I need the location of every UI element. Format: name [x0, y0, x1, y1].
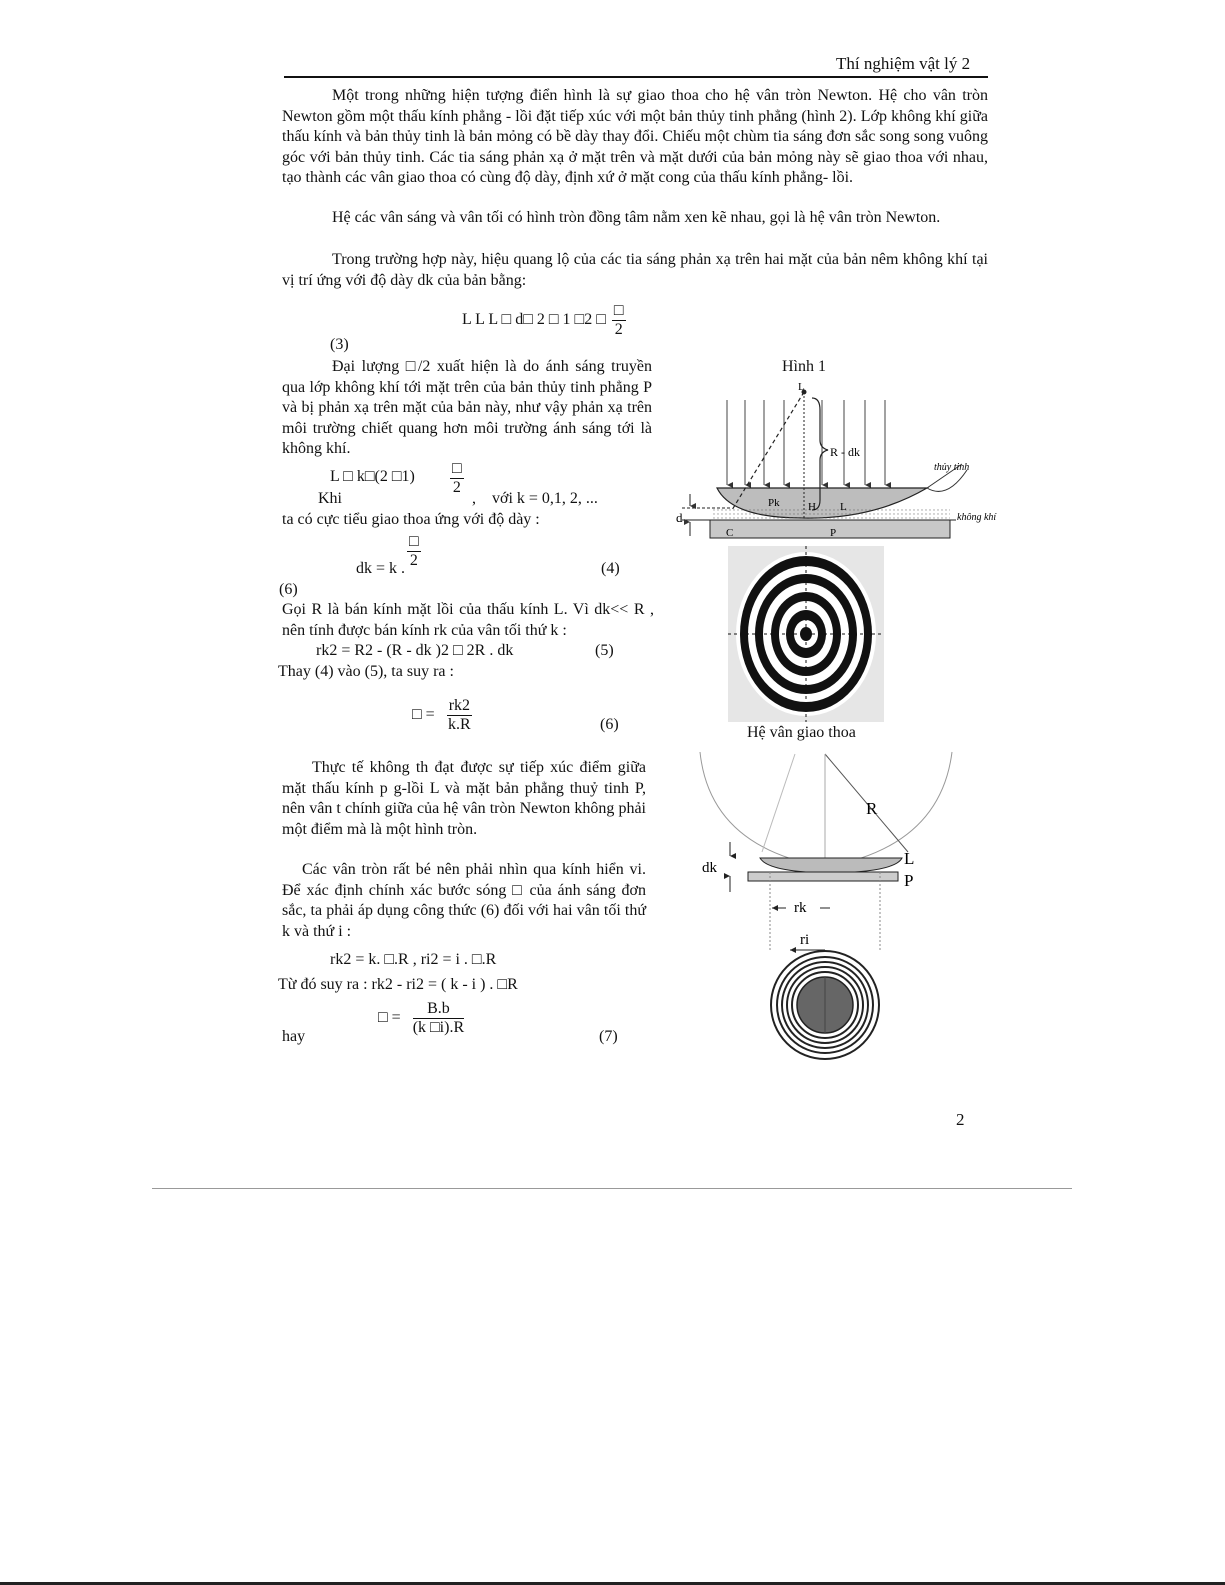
label-l-top: L [798, 381, 805, 393]
label-p-plate: P [830, 527, 837, 539]
paragraph-radius: Gọi R là bán kính mặt lồi của thấu kính L. Vì dk<< R , nên tính được bán kính rk của vân tối thứ k : [282, 601, 654, 639]
text-condition-k: , với k = 0,1, 2, ... [472, 490, 598, 507]
stray-number-6: (6) [279, 581, 298, 598]
text-hay: hay [282, 1028, 306, 1045]
page-header-title: Thí nghiệm vật lý 2 [836, 54, 971, 73]
equation-rk-ri: rk2 = k. □.R , ri2 = i . □.R [330, 951, 497, 968]
label-l-lens: L [840, 501, 847, 513]
equation-path-difference: L L L □ d□ 2 □ 1 □2 □ $\frac{□}{2}$ [462, 302, 624, 338]
label-c: C [726, 527, 734, 539]
label-plate-p: P [904, 871, 914, 890]
label-pk: Pk [768, 497, 780, 509]
text-khi: Khi [318, 490, 342, 507]
label-rk: rk [794, 900, 807, 916]
interference-caption: Hệ vân giao thoa [747, 724, 856, 741]
label-dk: dk [702, 860, 717, 876]
equation-number-4: (4) [601, 560, 620, 577]
fraction-eq4: $\frac{□}{2}$ [409, 533, 419, 569]
text-minimum-condition: ta có cực tiểu giao thoa ứng với độ dày : [282, 511, 540, 528]
lens-setup-diagram [672, 380, 997, 545]
label-air: không khí [957, 512, 997, 523]
fraction-lambda-half: $\frac{□}{2}$ [613, 302, 624, 338]
equation-dk: dk = k . [356, 560, 406, 577]
figure-1-caption: Hình 1 [782, 358, 826, 375]
paragraph-half-lambda: Đại lượng □/2 xuất hiện là do ánh sáng truyền qua lớp không khí tới mặt trên của bản thủy tinh phẳng P và bị phản xạ trên mặt của bản này, như vậy phản xạ trên môi trường chiết quang hơn môi trường ánh sáng tới là không khí. [282, 358, 652, 457]
label-r-minus-dk: R - dk [830, 445, 860, 459]
label-glass: thủy tinh [934, 462, 970, 473]
text-substitute: Thay (4) vào (5), ta suy ra : [278, 663, 454, 680]
label-d: d [676, 510, 683, 525]
label-big-r: R [866, 799, 878, 818]
label-ri: ri [800, 932, 810, 948]
newton-ring-geometry-diagram [690, 752, 970, 1062]
fraction-khi: $\frac{□}{2}$ [452, 460, 462, 496]
equation-final: □ = $\frac{B.b}{(k □i).R}$ [378, 1000, 465, 1036]
page-number: 2 [956, 1110, 965, 1129]
equation-number-3: (3) [330, 336, 349, 353]
paragraph-contact: Thực tế không th đạt được sự tiếp xúc điểm giữa mặt thấu kính p g-lồi L và mặt bản phẳng thuỷ tinh P, nên vân t chính giữa của hệ vân tròn Newton không phải một điểm mà là một hình tròn. [282, 759, 646, 838]
equation-number-7: (7) [599, 1028, 618, 1045]
equation-wavelength: □ = $\frac{rk2}{k.R}$ [412, 697, 471, 733]
equation-rk-squared: rk2 = R2 - (R - dk )2 □ 2R . dk [316, 642, 514, 659]
paragraph-intro: Một trong những hiện tượng điển hình là sự giao thoa cho hệ vân tròn Newton. Hệ cho vân tròn Newton gồm một thấu kính phẳng - lồi đặt tiếp xúc với một bản thủy tinh phẳng (hình 2). Lớp không khí giữa thấu kính và bản thủy tinh là bản mỏng có bề dày thay đổi. Chiếu một chùm tia sáng đơn sắc song song vuông góc với bản thủy tinh. Các tia sáng phản xạ ở mặt trên và mặt dưới của bản mỏng này sẽ giao thoa với nhau, tạo thành các vân giao thoa có cùng độ dày, định xứ ở mặt cong của thấu kính phẳng- lồi. [282, 87, 988, 186]
label-h: H [808, 501, 816, 513]
text-difference: Từ đó suy ra : rk2 - ri2 = ( k - i ) . □R [278, 976, 518, 993]
paragraph-path-difference: Trong trường hợp này, hiệu quang lộ của các tia sáng phản xạ trên hai mặt của bản nêm không khí tại vị trí ứng với độ dày dk của bản bằng: [282, 251, 988, 289]
equation-khi-lhs: L □ k□(2 □1) [330, 468, 415, 485]
footer-rule [152, 1188, 1072, 1189]
paragraph-newton-rings: Hệ các vân sáng và vân tối có hình tròn đồng tâm nằm xen kẽ nhau, gọi là hệ vân tròn Newton. [332, 209, 941, 226]
equation-number-5: (5) [595, 642, 614, 659]
header-rule [284, 76, 988, 78]
paragraph-microscope: Các vân tròn rất bé nên phải nhìn qua kính hiển vi. Để xác định chính xác bước sóng □ của ánh sáng đơn sắc, ta phải áp dụng công thức (6) đối với hai vân tối thứ k và thứ i : [282, 861, 646, 940]
label-lens-l: L [904, 849, 915, 868]
equation-number-6: (6) [600, 716, 619, 733]
interference-rings-image [728, 546, 884, 722]
